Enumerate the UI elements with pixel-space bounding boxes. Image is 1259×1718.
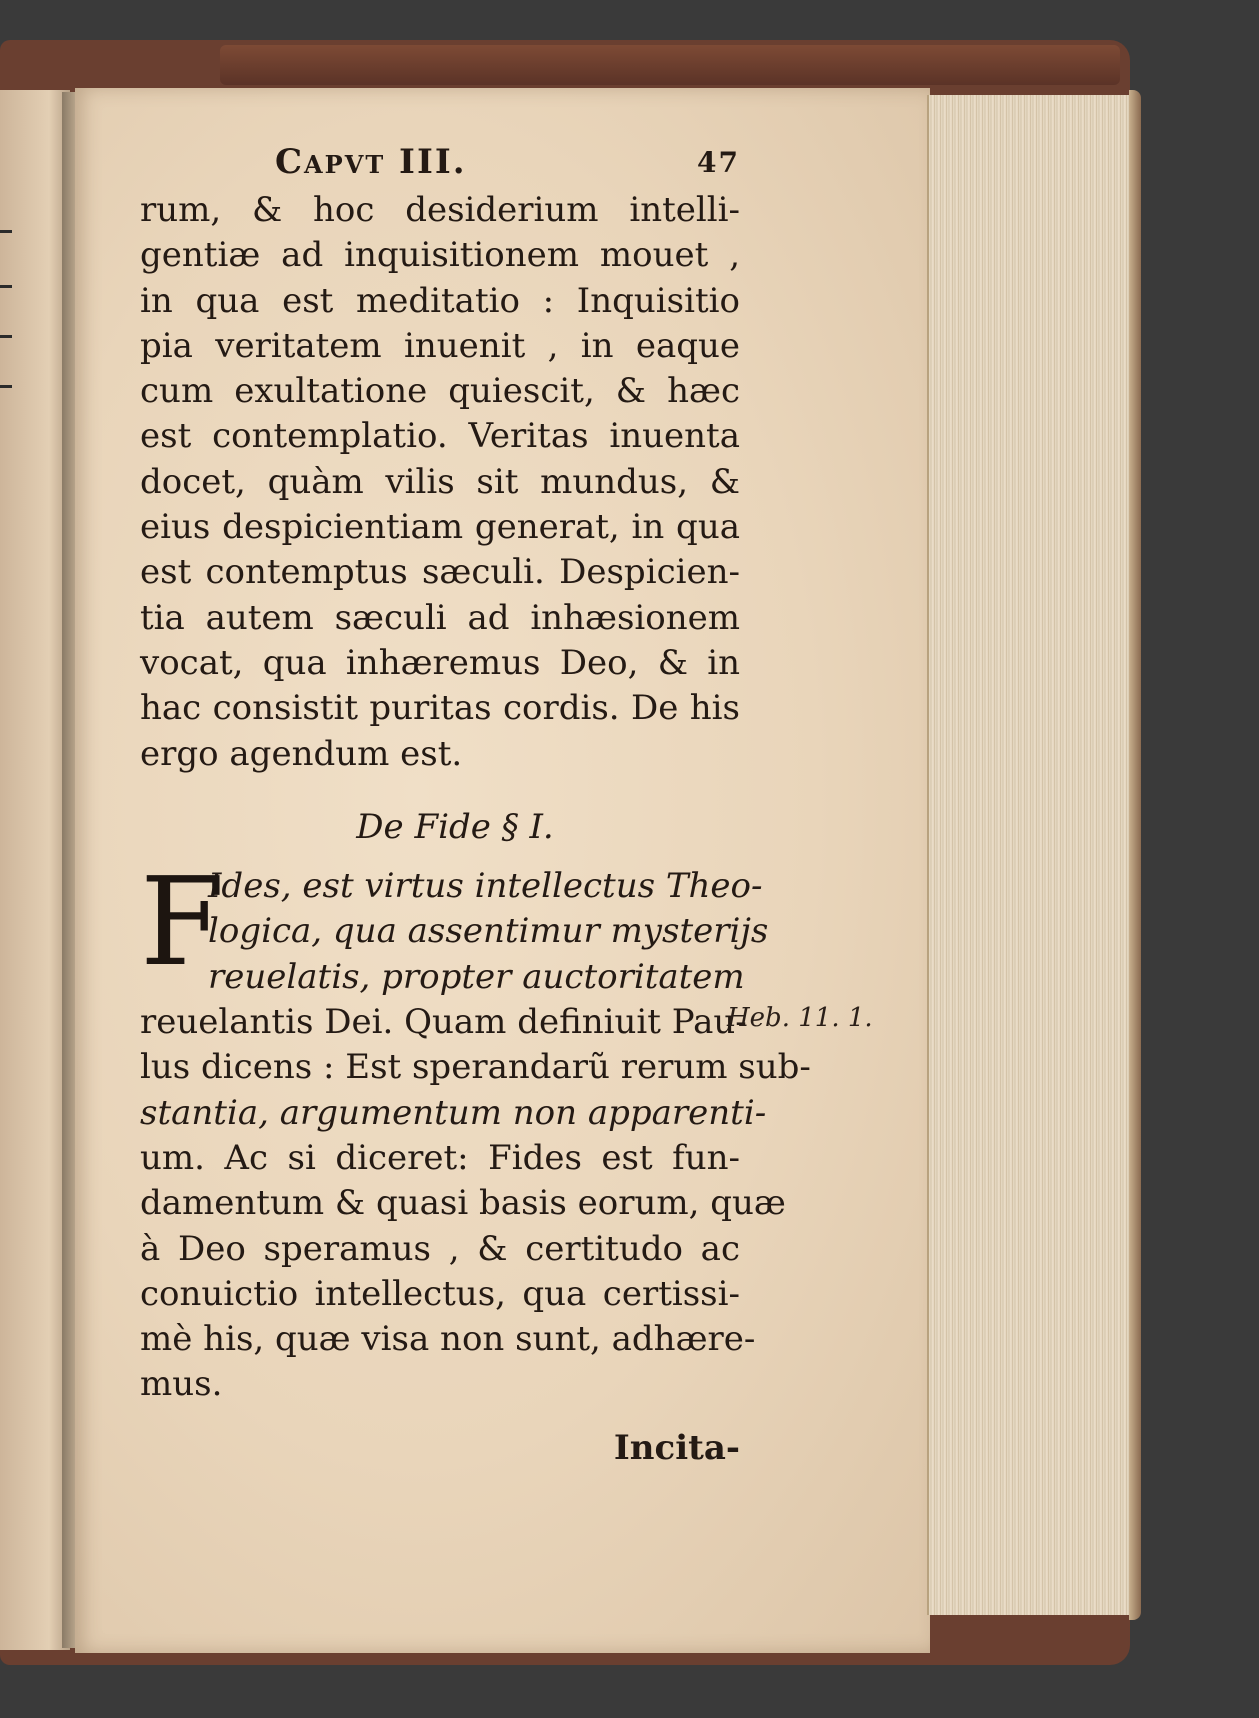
page-block-edges (927, 95, 1139, 1615)
paragraph-1 (140, 188, 740, 777)
left-page-text-fragment (0, 285, 12, 288)
text-line: in qua est meditatio : Inquisitio (140, 280, 740, 321)
text-line: pia veritatem inuenit , in eaque (140, 325, 740, 366)
catchword: Incita- (613, 1427, 740, 1468)
text-line: mus. (140, 1364, 223, 1405)
fore-edge (1129, 90, 1141, 1620)
text-line: reuelantis Dei. Quam definiuit Pau- (140, 1002, 747, 1043)
section-heading: De Fide § I. (356, 806, 554, 847)
text-line: damentum & quasi basis eorum, quæ (140, 1183, 786, 1224)
text-line: ergo agendum est. (140, 733, 463, 774)
text-line: tia autem sæculi ad inhæsionem (140, 597, 740, 638)
text-line: à Deo speramus , & certitudo ac (140, 1228, 740, 1269)
left-page-text-fragment (0, 230, 12, 233)
page-number: 47 (697, 146, 740, 179)
text-line: reuelatis, propter auctoritatem (208, 956, 745, 997)
running-title: Capvt III. (275, 142, 467, 182)
drop-cap: F (140, 851, 225, 994)
left-page-text-fragment (0, 385, 12, 388)
cover-top-edge (220, 45, 1120, 85)
text-line: cum exultatione quiescit, & hæc (140, 371, 740, 412)
text-line: docet, quàm vilis sit mundus, & (140, 461, 740, 502)
text-line: eius despicientiam generat, in qua (140, 507, 740, 548)
left-page-text-fragment (0, 335, 12, 338)
marginal-reference: Heb. 11. 1. (727, 1003, 873, 1033)
text-line: gentiæ ad inquisitionem mouet , (140, 235, 740, 276)
text-line: est contemptus sæculi. Despicien- (140, 552, 740, 593)
text-line: rum, & hoc desiderium intelli- (140, 190, 740, 230)
text-line: mè his, quæ visa non sunt, adhære- (140, 1319, 756, 1360)
text-line: hac consistit puritas cordis. De his (140, 688, 740, 729)
text-line: vocat, qua inhæremus Deo, & in (140, 642, 740, 683)
left-page-edge (0, 90, 70, 1650)
text-line: stantia, argumentum non apparenti- (140, 1092, 767, 1133)
text-line: Ides, est virtus intellectus Theo- (208, 866, 763, 907)
text-line: est contemplatio. Veritas inuenta (140, 416, 740, 457)
running-header (140, 140, 740, 188)
text-line: lus dicens : Est sperandarũ rerum sub- (140, 1047, 811, 1088)
text-line: logica, qua assentimur mysterijs (208, 911, 769, 952)
text-line: um. Ac si diceret: Fides est fun- (140, 1137, 740, 1178)
text-line: conuictio intellectus, qua certissi- (140, 1273, 740, 1314)
